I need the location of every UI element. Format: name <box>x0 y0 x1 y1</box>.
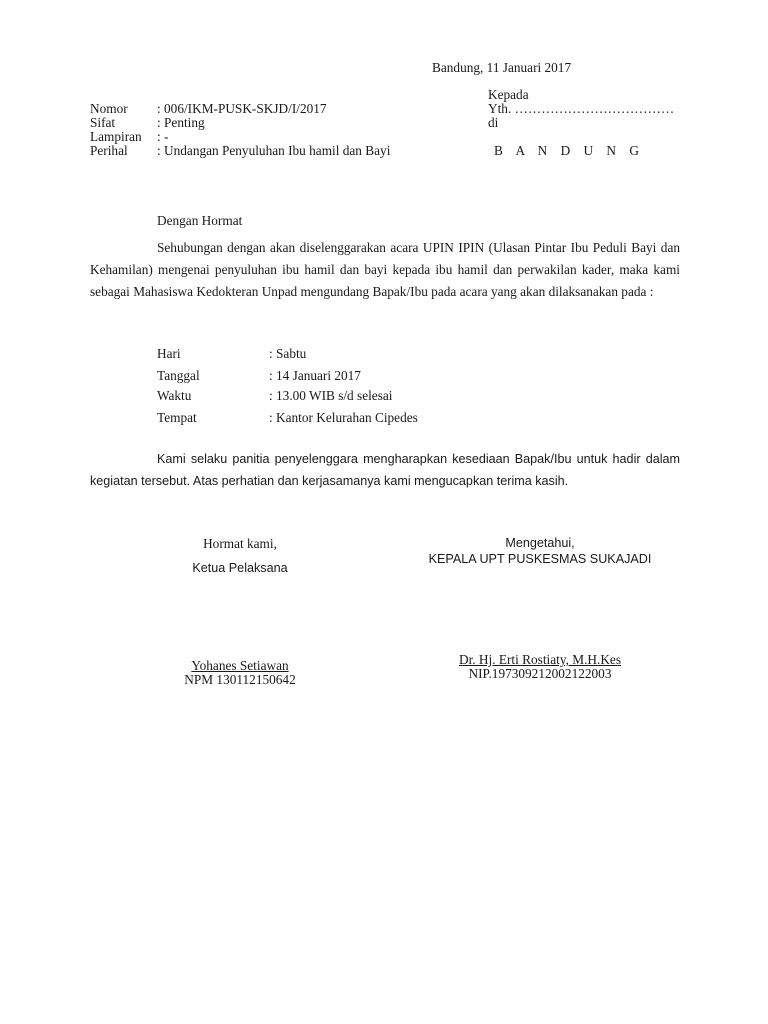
detail-value-hari: : Sabtu <box>269 346 307 361</box>
meta-value-perihal: : Undangan Penyuluhan Ibu hamil dan Bayi <box>157 143 391 158</box>
detail-label-tempat: Tempat <box>157 410 197 425</box>
detail-value-tempat: : Kantor Kelurahan Cipedes <box>269 410 418 425</box>
meta-label-sifat: Sifat <box>90 115 116 130</box>
meta-label-lampiran: Lampiran <box>90 129 142 144</box>
signature-left-role: Ketua Pelaksana <box>192 561 288 575</box>
detail-label-hari: Hari <box>157 346 181 361</box>
meta-label-perihal: Perihal <box>90 143 128 158</box>
meta-value-sifat: : Penting <box>157 115 205 130</box>
signature-right-role: KEPALA UPT PUSKESMAS SUKAJADI <box>428 552 652 566</box>
meta-value-lampiran: : - <box>157 129 169 144</box>
paragraph-invitation-text: Sehubungan dengan akan diselenggarakan acara UPIN IPIN (Ulasan Pintar Ibu Peduli Bayi dan Kehamilan) mengenai penyuluhan ibu hamil dan bayi kepada ibu hamil dan perwakilan kader, maka kami sebagai Mahasiswa Kedokteran Unpad mengundang Bapak/Ibu pada acara yang akan dilaksanakan pada : <box>90 240 680 299</box>
signature-right-nip: NIP.197309212002122003 <box>468 666 612 681</box>
paragraph-closing <box>90 448 680 492</box>
letter-date: Bandung, 11 Januari 2017 <box>432 60 572 75</box>
greeting: Dengan Hormat <box>157 213 243 228</box>
addressee-yth: Yth. ……………………………… <box>488 101 675 116</box>
addressee-kepada: Kepada <box>488 87 529 102</box>
paragraph-invitation <box>90 237 680 303</box>
addressee-di: di <box>488 115 499 130</box>
signature-right-closing: Mengetahui, <box>505 536 575 550</box>
signature-left-closing: Hormat kami, <box>203 536 277 551</box>
detail-label-waktu: Waktu <box>157 388 192 403</box>
signature-left-npm: NPM 130112150642 <box>184 672 296 687</box>
signature-left-name: Yohanes Setiawan <box>191 658 289 673</box>
paragraph-closing-text: Kami selaku panitia penyelenggara mengharapkan kesediaan Bapak/Ibu untuk hadir dalam kegiatan tersebut. Atas perhatian dan kerjasamanya kami mengucapkan terima kasih. <box>90 452 680 488</box>
detail-value-waktu: : 13.00 WIB s/d selesai <box>269 388 393 403</box>
detail-value-tanggal: : 14 Januari 2017 <box>269 368 361 383</box>
detail-label-tanggal: Tanggal <box>157 368 200 383</box>
meta-value-nomor: : 006/IKM-PUSK-SKJD/I/2017 <box>157 101 327 116</box>
meta-label-nomor: Nomor <box>90 101 128 116</box>
signature-right-name: Dr. Hj. Erti Rostiaty, M.H.Kes <box>458 652 622 667</box>
addressee-city: B A N D U N G <box>494 143 644 158</box>
